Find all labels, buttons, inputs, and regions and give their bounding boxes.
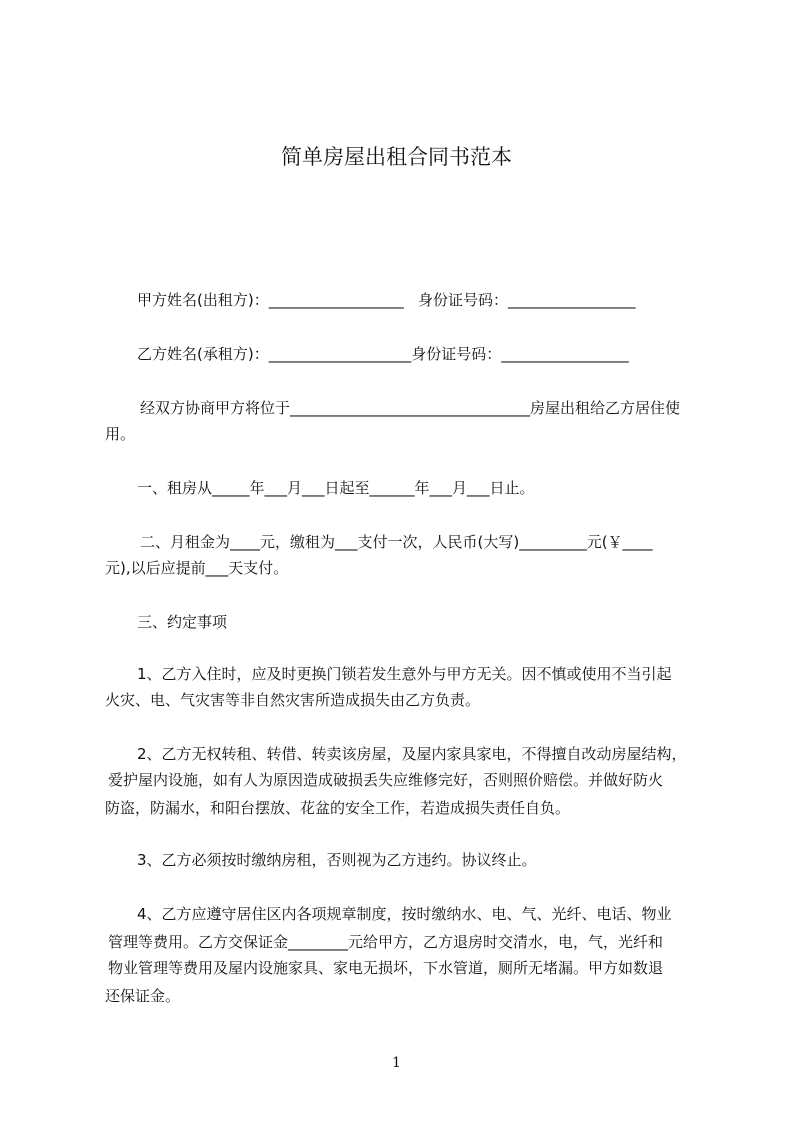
item-1-line-1: 1、乙方入住时，应及时更换门锁若发生意外与甲方无关。因不慎或使用不当引起: [137, 665, 672, 683]
clause-2-line-2: 元),以后应提前___天支付。: [105, 559, 289, 577]
item-2-line-1: 2、乙方无权转租、转借、转卖该房屋，及屋内家具家电，不得擅自改动房屋结构，: [137, 745, 687, 763]
party-b-line: 乙方姓名(承租方)：___________________身份证号码：_________________: [137, 345, 629, 363]
document-title: 简单房屋出租合同书范本: [281, 145, 512, 169]
item-3-line: 3、乙方必须按时缴纳房租，否则视为乙方违约。协议终止。: [137, 851, 537, 869]
item-2-line-2: 爱护屋内设施，如有人为原因造成破损丢失应维修完好，否则照价赔偿。并做好防火: [108, 771, 664, 789]
clause-1-line: 一、租房从_____年___月___日起至______年___月___日止。: [137, 479, 535, 497]
page-number: 1: [392, 1055, 401, 1071]
preamble-line-2: 用。: [105, 425, 136, 443]
preamble-line-1: 经双方协商甲方将位于________________________________房屋出租给乙方居住使: [140, 399, 681, 417]
clause-3-heading: 三、约定事项: [137, 613, 228, 631]
item-4-line-1: 4、乙方应遵守居住区内各项规章制度，按时缴纳水、电、气、光纤、电话、物业: [137, 905, 672, 923]
item-1-line-2: 火灾、电、气灾害等非自然灾害所造成损失由乙方负责。: [105, 691, 481, 709]
item-4-line-2: 管理等费用。乙方交保证金________元给甲方，乙方退房时交清水，电，气，光纤和: [108, 933, 664, 951]
item-4-line-3: 物业管理等费用及屋内设施家具、家电无损坏，下水管道，厕所无堵漏。甲方如数退: [108, 959, 664, 977]
clause-2-line-1: 二、月租金为____元，缴租为___支付一次，人民币(大写)_________元(￥____: [140, 533, 653, 551]
party-a-line: 甲方姓名(出租方)：__________________ 身份证号码：_________________: [137, 291, 636, 309]
item-2-line-3: 防盗，防漏水，和阳台摆放、花盆的安全工作，若造成损失责任自负。: [105, 799, 571, 817]
item-4-line-4: 还保证金。: [105, 987, 181, 1005]
